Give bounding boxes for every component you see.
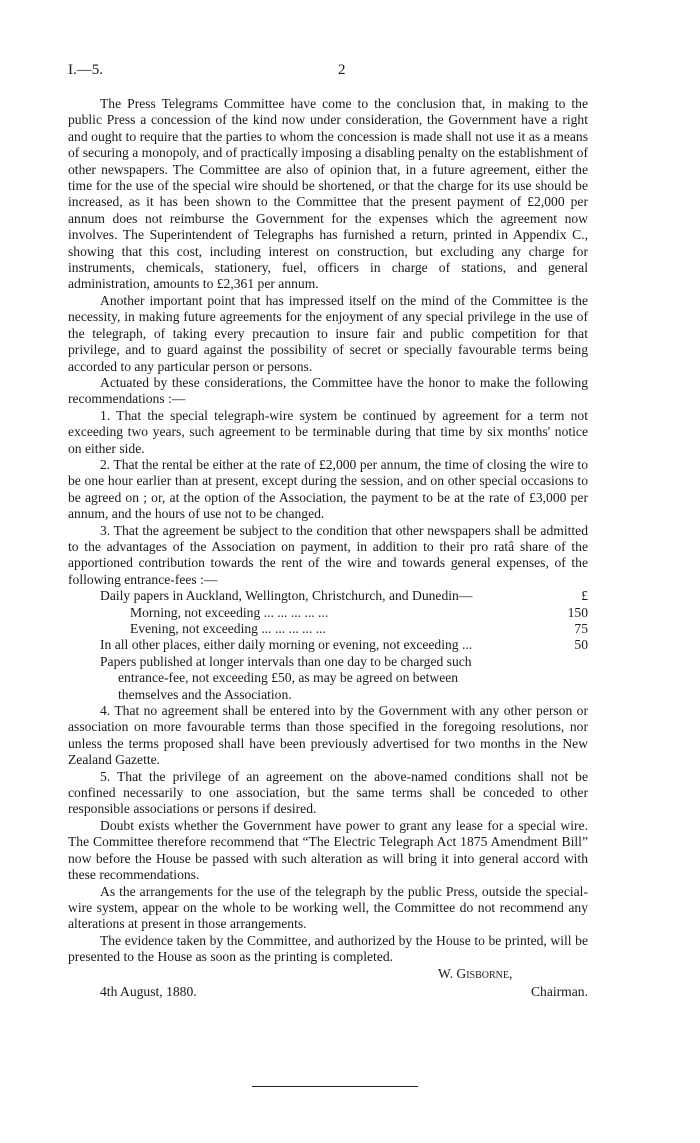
- paragraph-recommendations-intro: Actuated by these considerations, the Committee have the honor to make the following recommendations :—: [68, 374, 588, 407]
- fee-longer-intervals-1: Papers published at longer intervals than one day to be charged such: [100, 653, 472, 669]
- signatory-title: Chairman.: [530, 983, 588, 999]
- paper-reference: I.—5.: [68, 62, 103, 78]
- fee-longer-intervals-2: entrance-fee, not exceeding £50, as may be agreed on between: [118, 670, 459, 686]
- paragraph-evidence: The evidence taken by the Committee, and authorized by the House to be printed, will be presented to the House as soon as the printing is completed.: [68, 932, 588, 965]
- fees-daily-heading: Daily papers in Auckland, Wellington, Christchurch, and Dunedin—: [100, 588, 473, 604]
- fees-currency: £: [581, 588, 588, 604]
- paragraph-arrangements: As the arrangements for the use of the telegraph by the public Press, outside the special-wire system, appear on the whole to be working well, the Committee do not recommend any alterations at present in those arrangements.: [68, 883, 588, 932]
- entrance-fees-table: [68, 588, 588, 703]
- recommendation-3: 3. That the agreement be subject to the condition that other newspapers shall be admitted to the advantages of the Association on payment, in addition to their pro ratâ share of the apportioned contribution towards the rent of the wire and towards general expenses, of the following entrance-fees :—: [68, 522, 588, 587]
- fee-label-evening: Evening, not exceeding ... ... ... ... ...: [130, 621, 326, 636]
- paragraph-lease-doubt: Doubt exists whether the Government have power to grant any lease for a special wire. The Committee therefore recommend that “The Electric Telegraph Act 1875 Amendment Bill” now before the House be passed with such alteration as will bring it into general accord with these recommendations.: [68, 817, 588, 883]
- fee-amount-morning: 150: [567, 604, 588, 620]
- report-date: 4th August, 1880.: [100, 983, 197, 999]
- fee-row-morning: [68, 605, 588, 621]
- recommendation-5: 5. That the privilege of an agreement on the above-named conditions shall not be confined necessarily to one association, but the same terms shall be conceded to other responsible associations or persons if desired.: [68, 768, 588, 817]
- fee-amount-evening: 75: [574, 621, 588, 636]
- paragraph-competition: Another important point that has impressed itself on the mind of the Committee is the necessity, in making future agreements for the enjoyment of any special privilege in the use of the telegraph, of taking every precaution to insure fair and public competition for that privilege, and to guard against the possibility of secret or specially favourable terms being accorded to any particular person or persons.: [68, 292, 588, 374]
- closing-rule: [252, 1086, 418, 1087]
- fee-row-other-places: [68, 637, 588, 653]
- page-number: 2: [338, 62, 346, 78]
- fees-daily-heading-row: [68, 588, 588, 604]
- signatory-name: W. Gisborne,: [438, 965, 513, 981]
- recommendation-2: 2. That the rental be either at the rate of £2,000 per annum, the time of closing the wire to be one hour earlier than at present, except during the session, and on other special occasions to be agreed on ; or, at the option of the Association, the payment to be at the rate of £3,000 per annum, and the hours of use not to be changed.: [68, 456, 588, 522]
- paragraph-conclusion: The Press Telegrams Committee have come to the conclusion that, in making to the public Press a concession of the kind now under consideration, the Government have a right and ought to require that the parties to whom the concession is made shall not use it as a means of securing a monopoly, and of practically imposing a disabling penalty on the establishment of other newspapers. The Committee are also of opinion that, in a future agreement, either the time for the use of the special wire should be shortened, or that the charge for its use should be increased, as it has been shown to the Committee that the present payment of £2,000 per annum does not reimburse the Government for the expenses which the agreement now involves. The Superintendent of Telegraphs has furnished a return, printed in Appendix C., showing that this cost, including interest on construction, but excluding any charge for instruments, chemicals, stationery, fuel, officers in charge of stations, and general administration, amounts to £2,361 per annum.: [68, 96, 588, 292]
- fee-amount-other-places: 50: [574, 637, 588, 653]
- report-body: [68, 96, 588, 1002]
- fee-row-evening: [68, 621, 588, 637]
- fee-label-morning: Morning, not exceeding ... ... ... ... ...: [130, 604, 329, 620]
- signature-block: [68, 966, 588, 1002]
- fee-longer-intervals-3: themselves and the Association.: [118, 686, 292, 702]
- fee-label-other-places: In all other places, either daily morning or evening, not exceeding ...: [100, 637, 473, 653]
- recommendation-1: 1. That the special telegraph-wire system be continued by agreement for a term not exceeding two years, such agreement to be terminable during that time by six months' notice on either side.: [68, 407, 588, 456]
- recommendation-4: 4. That no agreement shall be entered into by the Government with any other person or association on more favourable terms than those specified in the foregoing resolutions, nor unless the terms proposed shall have been previously advertised for two months in the New Zealand Gazette.: [68, 703, 588, 768]
